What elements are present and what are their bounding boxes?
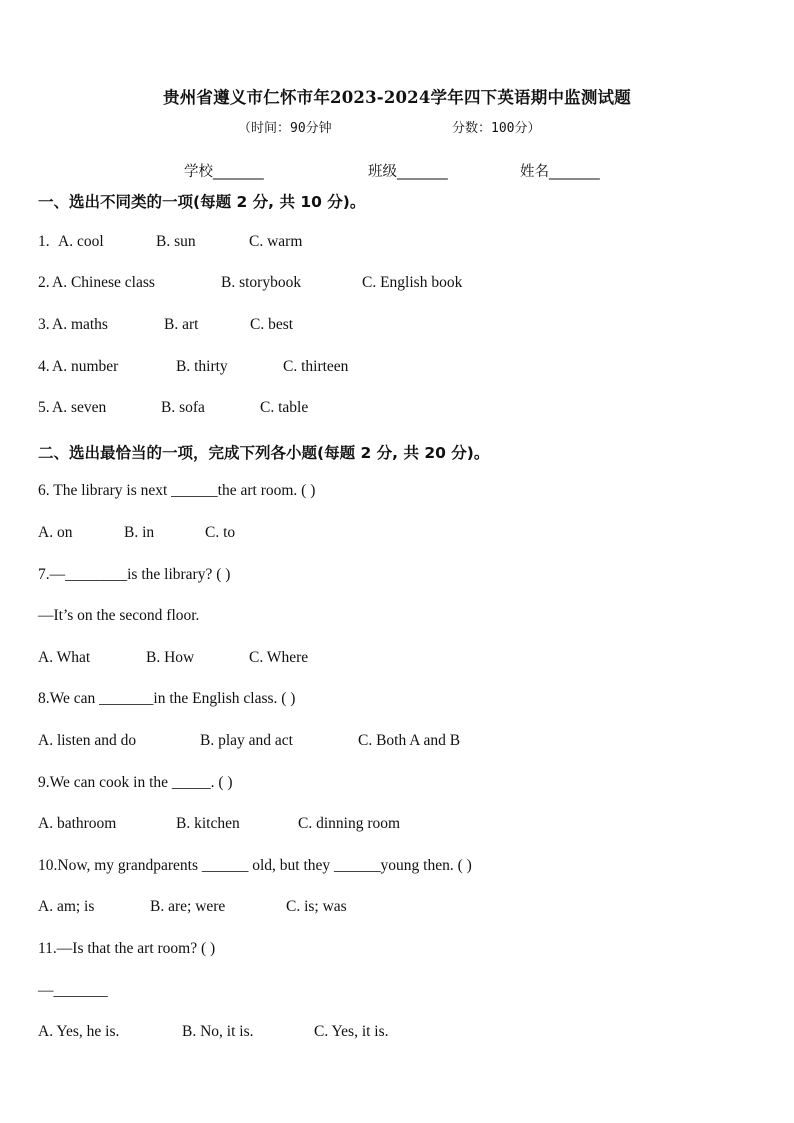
option-c: C. to — [205, 524, 236, 541]
option-b: B. thirty — [176, 358, 228, 375]
option-a: A. Chinese class — [52, 274, 155, 291]
option-c: C. best — [250, 316, 294, 333]
option-a: A. maths — [52, 316, 108, 333]
option-b: B. sun — [156, 233, 196, 250]
page-title: 贵州省遵义市仁怀市年2023-2024学年四下英语期中监测试题 — [163, 88, 631, 107]
question-number: 1. — [38, 233, 50, 250]
option-b: B. No, it is. — [182, 1023, 254, 1040]
option-b: B. art — [164, 316, 199, 333]
option-c: C. English book — [362, 274, 463, 291]
exam-time: （时间：90分钟 — [238, 121, 332, 136]
question-number: 3. — [38, 316, 50, 333]
option-c: C. table — [260, 399, 309, 416]
question-11-options — [38, 1023, 389, 1041]
option-a: A. bathroom — [38, 815, 117, 832]
question-2 — [38, 274, 463, 292]
section-2-heading: 二、选出最恰当的一项，完成下列各小题(每题 2 分, 共 20 分)。 — [38, 444, 490, 462]
option-c: C. Where — [249, 649, 309, 666]
option-b: B. play and act — [200, 732, 293, 749]
option-b: B. How — [146, 649, 195, 666]
question-5 — [38, 399, 309, 417]
option-a: A. seven — [52, 399, 107, 416]
option-b: B. storybook — [221, 274, 302, 291]
class-field: 班级_______ — [368, 164, 448, 180]
option-b: B. kitchen — [176, 815, 240, 832]
question-7-options — [38, 649, 309, 667]
question-6-stem: 6. The library is next ______the art room. ( ) — [38, 482, 316, 499]
question-9-stem: 9.We can cook in the _____. ( ) — [38, 774, 233, 791]
option-a: A. number — [52, 358, 119, 375]
question-9-options — [38, 815, 401, 833]
option-a: A. cool — [58, 233, 104, 250]
option-c: C. dinning room — [298, 815, 401, 832]
option-b: B. are; were — [150, 898, 226, 915]
question-7-answer-line: —It’s on the second floor. — [38, 607, 200, 624]
option-a: A. Yes, he is. — [38, 1023, 120, 1040]
question-10-stem: 10.Now, my grandparents ______ old, but they ______young then. ( ) — [38, 857, 472, 874]
question-11-answer-line: —_______ — [38, 982, 108, 999]
exam-score: 分数：100分） — [452, 121, 541, 136]
option-c: C. thirteen — [283, 358, 349, 375]
question-11-stem: 11.—Is that the art room? ( ) — [38, 940, 216, 957]
option-a: A. listen and do — [38, 732, 137, 749]
section-1-heading: 一、选出不同类的一项(每题 2 分, 共 10 分)。 — [38, 193, 366, 211]
option-a: A. on — [38, 524, 73, 541]
option-c: C. Both A and B — [358, 732, 461, 749]
option-a: A. What — [38, 649, 91, 666]
question-number: 4. — [38, 358, 50, 375]
question-6-options — [38, 524, 236, 542]
option-c: C. is; was — [286, 898, 347, 915]
option-c: C. warm — [249, 233, 303, 250]
name-field: 姓名_______ — [520, 164, 600, 180]
question-number: 2. — [38, 274, 50, 291]
option-c: C. Yes, it is. — [314, 1023, 389, 1040]
question-8-stem: 8.We can _______in the English class. ( ) — [38, 690, 296, 707]
option-a: A. am; is — [38, 898, 95, 915]
option-b: B. in — [124, 524, 155, 541]
school-field: 学校_______ — [184, 164, 264, 180]
question-3 — [38, 316, 294, 334]
question-number: 5. — [38, 399, 50, 416]
option-b: B. sofa — [161, 399, 205, 416]
question-8-options — [38, 732, 461, 750]
question-1 — [38, 233, 303, 251]
question-4 — [38, 358, 349, 376]
question-10-options — [38, 898, 347, 916]
question-7-stem: 7.—________is the library? ( ) — [38, 566, 231, 583]
